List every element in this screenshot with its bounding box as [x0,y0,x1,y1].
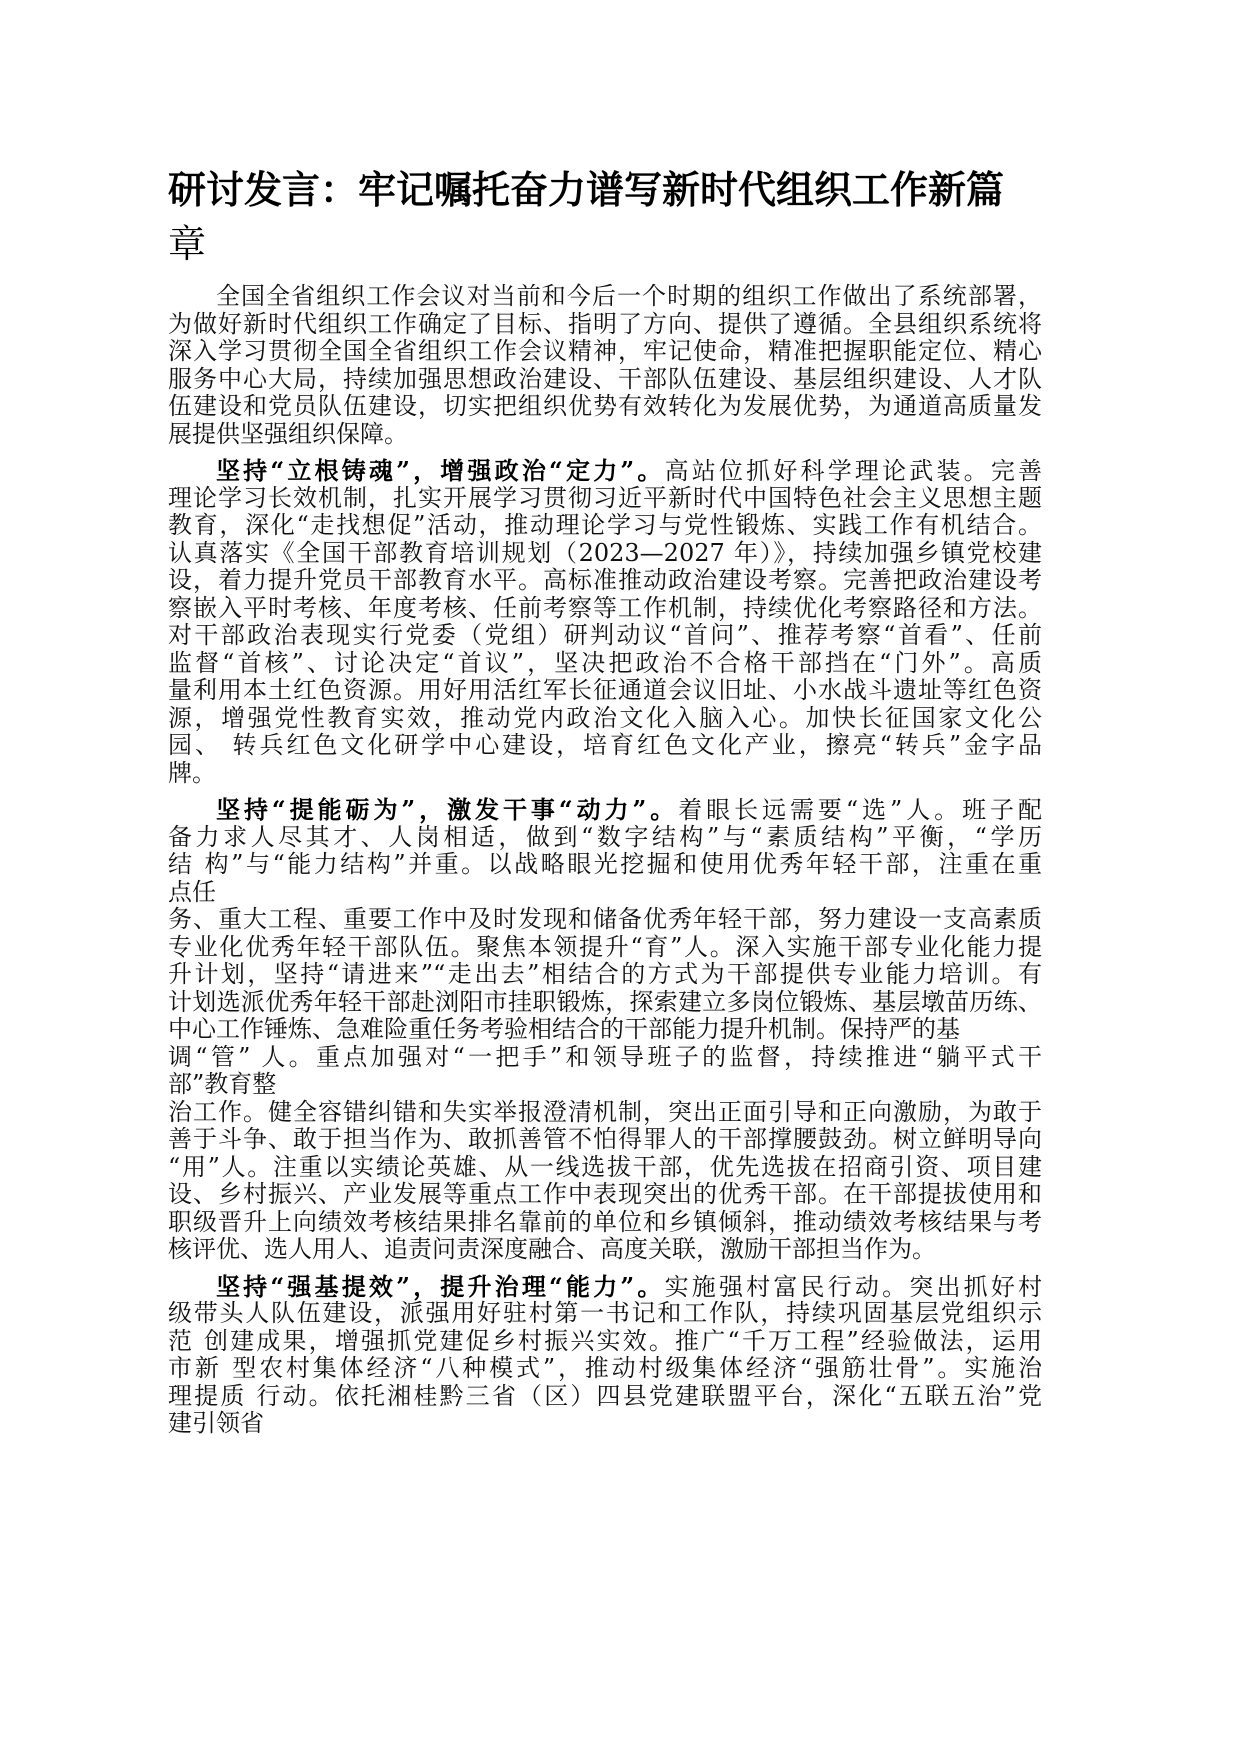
paragraph-cadre-motivation [168,796,1042,1264]
text-line: 量利用本土红色资源。用好用活红军长征通道会议旧址、小水战斗遗址等红色资 [168,676,1042,704]
text-line: 察嵌入平时考核、年度考核、任前考察等工作机制，持续优化考察路径和方法。 [168,593,1042,622]
text-line: 善于斗争、敢于担当作为、敢抓善管不怕得罪人的干部撑腰鼓劲。树立鲜明导向 [168,1125,1042,1153]
text-line-rest: 实施强村富民行动。突出抓好村 [664,1272,1043,1301]
text-line: 设、乡村振兴、产业发展等重点工作中表现突出的优秀干部。在干部提拔使用和 [168,1180,1042,1208]
text-line: “用”人。注重以实绩论英雄、从一线选拔干部，优先选拔在招商引资、项目建 [168,1152,1042,1181]
text-line: 级带头人队伍建设，派强用好驻村第一书记和工作队，持续巩固基层党组织示 [168,1299,1042,1327]
text-line: 理论学习长效机制，扎实开展学习贯彻习近平新时代中国特色社会主义思想主题 [168,483,1042,512]
text-line: 核评优、选人用人、追责问责深度融合、高度关联，激励干部担当作为。 [168,1235,936,1263]
text-line [168,457,1042,485]
text-line: 备力求人尽其才、人岗相适，做到“数字结构”与“素质结构”平衡，“学历 [168,822,1042,851]
paragraph-intro [168,283,1042,448]
text-line: 市新 型农村集体经济“八种模式”，推动村级集体经济“强筋壮骨”。实施治 [168,1354,1042,1382]
text-line: 理提质 行动。依托湘桂黔三省（区）四县党建联盟平台，深化“五联五治”党 [168,1381,1042,1410]
text-line: 部”教育整 [168,1070,277,1098]
text-line: 专业化优秀年轻干部队伍。聚焦本领提升“育”人。深入实施干部专业化能力提 [168,932,1042,961]
text-line: 对干部政治表现实行党委（党组）研判动议“首问”、推荐考察“首看”、任前 [168,621,1042,649]
text-line: 范 创建成果，增强抓党建促乡村振兴实效。推广“千万工程”经验做法，运用 [168,1326,1042,1355]
text-line: 结 构”与“能力结构”并重。以战略眼光挖掘和使用优秀年轻干部，注重在重 [168,850,1042,878]
text-line-rest: 着眼长远需要“选”人。班子配 [678,796,1043,824]
text-line: 点任 [168,877,216,906]
text-line: 升计划，坚持“请进来”“走出去”相结合的方式为干部提供专业能力培训。有 [168,960,1042,988]
text-line: 园、 转兵红色文化研学中心建设，培育红色文化产业，擦亮“转兵”金字品 [168,731,1042,759]
text-line: 治工作。健全容错纠错和失实举报澄清机制，突出正面引导和正向激励，为敢于 [168,1097,1042,1126]
paragraph-lead: 坚持“提能砺为”，激发干事“动力”。 [216,795,679,824]
text-line: 中心工作锤炼、急难险重任务考验相结合的干部能力提升机制。保持严的基 [168,1015,960,1043]
document-title [168,163,1042,271]
text-line: 源，增强党性教育实效，推动党内政治文化入脑入心。加快长征国家文化公 [168,703,1042,732]
text-line [168,796,1042,824]
text-line-rest: 高站位抓好科学理论武装。完善 [664,457,1043,485]
text-line [168,1273,1042,1301]
text-line: 调“管” 人。重点加强对“一把手”和领导班子的监督，持续推进“躺平式干 [168,1042,1042,1071]
text-line: 认真落实《全国干部教育培训规划（2023—2027 年）》，持续加强乡镇党校建 [168,538,1042,567]
text-line: 设，着力提升党员干部教育水平。高标准推动政治建设考察。完善把政治建设考 [168,566,1042,594]
text-line: 为做好新时代组织工作确定了目标、指明了方向、提供了遵循。全县组织系统将 [168,309,1042,338]
text-line: 全国全省组织工作会议对当前和今后一个时期的组织工作做出了系统部署， [216,282,1042,310]
text-line: 深入学习贯彻全国全省组织工作会议精神，牢记使命，精准把握职能定位、精心 [168,337,1042,365]
paragraph-lead: 坚持“强基提效”，提升治理“能力”。 [216,1271,665,1301]
paragraph-lead: 坚持“立根铸魂”，增强政治“定力”。 [216,456,665,485]
text-line: 计划选派优秀年轻干部赴浏阳市挂职锻炼，探索建立多岗位锻炼、基层墩苗历练、 [168,987,1042,1016]
text-line: 监督“首核”、讨论决定“首议”，坚决把政治不合格干部挡在“门外”。高质 [168,648,1042,677]
title-line: 研讨发言：牢记嘱托奋力谱写新时代组织工作新篇 [168,167,1005,212]
text-line: 伍建设和党员队伍建设，切实把组织优势有效转化为发展优势，为通道高质量发 [168,392,1042,420]
text-line: 职级晋升上向绩效考核结果排名靠前的单位和乡镇倾斜，推动绩效考核结果与考 [168,1207,1042,1236]
paragraph-governance [168,1273,1042,1438]
text-line: 教育，深化“走找想促”活动，推动理论学习与党性锻炼、实践工作有机结合。 [168,511,1042,539]
text-line: 服务中心大局，持续加强思想政治建设、干部队伍建设、基层组织建设、人才队 [168,364,1042,393]
text-line: 建引领省 [168,1409,264,1437]
document-page [168,163,1042,1438]
paragraph-political-focus [168,457,1042,787]
text-line: 务、重大工程、重要工作中及时发现和储备优秀年轻干部，努力建设一支高素质 [168,905,1042,933]
text-line: 牌。 [168,758,216,787]
text-line: 展提供坚强组织保障。 [168,419,408,448]
title-line: 章 [168,222,207,266]
